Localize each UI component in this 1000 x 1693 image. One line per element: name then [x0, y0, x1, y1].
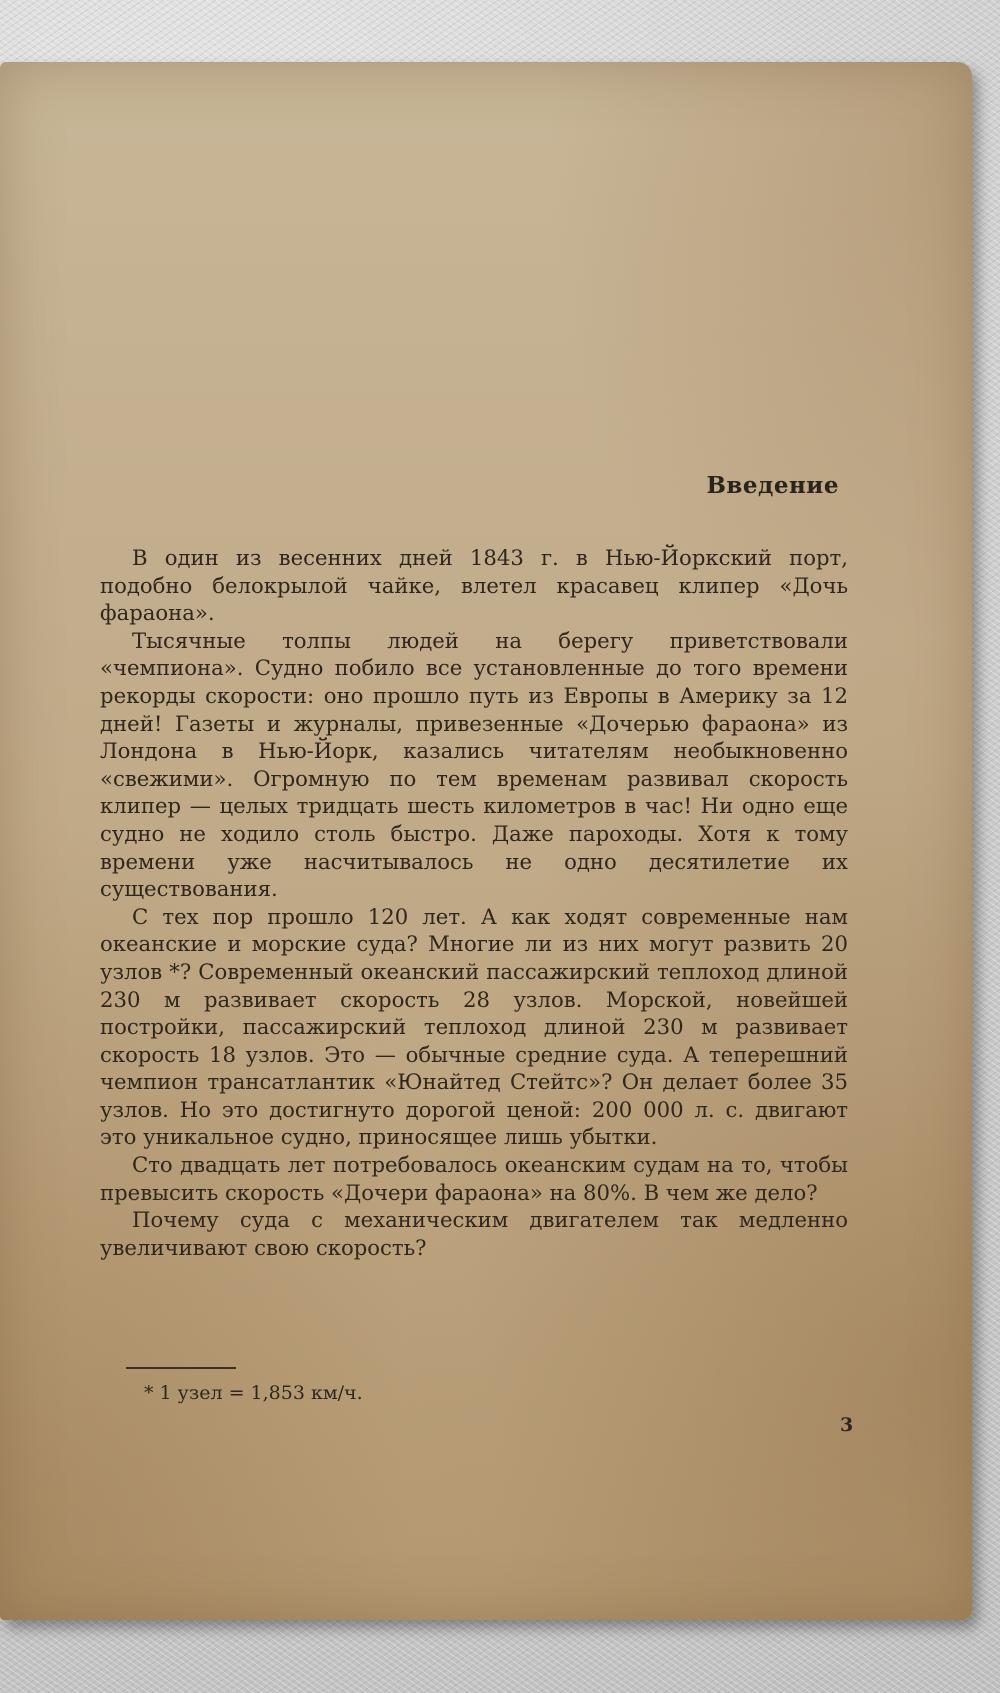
paragraph-1: В один из весенних дней 1843 г. в Нью-Йоркский порт, подобно белокрылой чайке, влетел красавец клипер «Дочь фараона».	[100, 545, 848, 626]
footnote: * 1 узел = 1,853 км/ч.	[144, 1382, 363, 1404]
paragraph-2: Тысячные толпы людей на берегу приветствовали «чемпиона». Судно побило все установленные до того времени рекорды скорости: оно прошло путь из Европы в Америку за 12 дней! Газеты и журналы, привезенные «Дочерью фараона» из Лондона в Нью-Йорк, казались читателям необыкновенно «свежими». Огромную по тем временам развивал скорость клипер — целых тридцать шесть километров в час! Ни одно еще судно не ходило столь быстро. Даже пароходы. Хотя к тому времени уже насчитывалось не одно десятилетие их существования.	[100, 627, 848, 902]
paragraph-5: Почему суда с механическим двигателем так медленно увеличивают свою скорость?	[100, 1207, 848, 1260]
paragraph-3: С тех пор прошло 120 лет. А как ходят современные нам океанские и морские суда? Многие ли из них могут развить 20 узлов *? Современный океанский пассажирский теплоход длиной 230 м развивает скорость 28 узлов. Морской, новейшей постройки, пассажирский теплоход длиной 230 м развивает скорость 18 узлов. Это — обычные средние суда. А теперешний чемпион трансатлантик «Юнайтед Стейтс»? Он делает более 35 узлов. Но это достигнуто дорогой ценой: 200 000 л. с. двигают это уникальное судно, приносящее лишь убытки.	[100, 903, 848, 1150]
footnote-divider	[126, 1367, 236, 1369]
page-number: 3	[840, 1414, 854, 1436]
chapter-heading: Введение	[706, 472, 839, 499]
book-page	[0, 62, 972, 1620]
paragraph-4: Сто двадцать лет потребовалось океанским судам на то, чтобы превысить скорость «Дочери фараона» на 80%. В чем же дело?	[100, 1152, 848, 1205]
body-text	[100, 544, 848, 1261]
